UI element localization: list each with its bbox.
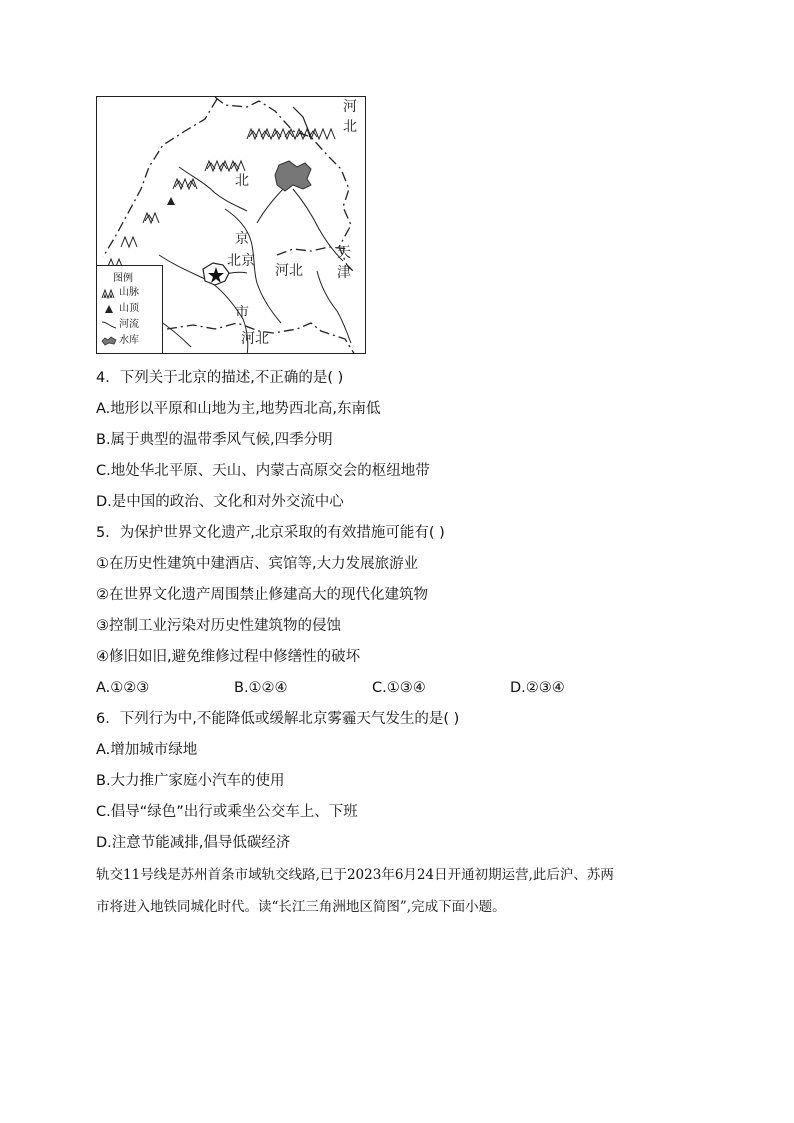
question-4-option-b: B.属于典型的温带季风气候,四季分明 xyxy=(96,432,333,448)
question-5-stem: 5．为保护世界文化遗产,北京采取的有效措施可能有( ) xyxy=(96,525,445,541)
question-5-statement-3: ③控制工业污染对历史性建筑物的侵蚀 xyxy=(96,618,341,634)
question-6-option-a: A.增加城市绿地 xyxy=(96,742,198,758)
mountain-range-icon xyxy=(101,286,117,300)
map-legend xyxy=(97,265,163,354)
passage-line-2: 市将进入地铁同城化时代。读“长江三角洲地区简图”,完成下面小题。 xyxy=(96,899,506,915)
label-tian: 天 xyxy=(337,245,351,261)
legend-label: 山顶 xyxy=(119,303,139,314)
question-6-stem: 6．下列行为中,不能降低或缓解北京雾霾天气发生的是( ) xyxy=(96,711,460,727)
question-5-statement-2: ②在世界文化遗产周围禁止修建高大的现代化建筑物 xyxy=(96,587,428,603)
question-4-option-c: C.地处华北平原、天山、内蒙古高原交会的枢纽地带 xyxy=(96,463,430,479)
question-5-option-c: C.①③④ xyxy=(372,680,426,696)
question-4-stem: 4．下列关于北京的描述,不正确的是( ) xyxy=(96,370,344,386)
reservoir-icon xyxy=(101,334,117,348)
legend-label: 河流 xyxy=(119,319,139,330)
question-5-statement-4: ④修旧如旧,避免维修过程中修缮性的破坏 xyxy=(96,649,361,665)
beijing-map xyxy=(96,96,366,354)
label-bei: 北 xyxy=(235,173,249,189)
label-hebei-bottom: 河北 xyxy=(241,331,269,347)
label-hebei-mid: 河北 xyxy=(275,263,303,279)
question-5-option-d: D.②③④ xyxy=(510,680,565,696)
label-hebei-tr-2: 北 xyxy=(343,119,357,135)
question-6-option-b: B.大力推广家庭小汽车的使用 xyxy=(96,773,285,789)
passage-line-1: 轨交11号线是苏州首条市域轨交线路,已于2023年6月24日开通初期运营,此后沪、苏两 xyxy=(96,867,614,883)
legend-label: 水库 xyxy=(119,335,139,346)
question-5-statement-1: ①在历史性建筑中建酒店、宾馆等,大力发展旅游业 xyxy=(96,556,419,572)
question-4-option-d: D.是中国的政治、文化和对外交流中心 xyxy=(96,494,344,510)
beijing-boundary-west xyxy=(103,99,217,257)
label-hebei-tr-1: 河 xyxy=(343,99,357,115)
label-shi: 市 xyxy=(235,305,249,321)
legend-item-river xyxy=(101,318,163,332)
legend-item-reservoir xyxy=(101,334,163,348)
river-icon xyxy=(101,318,117,332)
question-4-option-a: A.地形以平原和山地为主,地势西北高,东南低 xyxy=(96,401,381,417)
label-beijing-city: 北京 xyxy=(227,253,255,269)
label-jin: 津 xyxy=(337,265,351,281)
mountain-peak xyxy=(167,197,175,205)
question-5-option-a: A.①②③ xyxy=(96,680,150,696)
legend-item-peak xyxy=(101,302,163,316)
question-5-option-b: B.①②④ xyxy=(234,680,288,696)
question-6-option-c: C.倡导“绿色”出行或乘坐公交车上、下班 xyxy=(96,804,358,820)
reservoir xyxy=(275,161,311,191)
legend-title: 图例 xyxy=(113,273,133,284)
legend-item-mountain xyxy=(101,286,163,300)
label-jing: 京 xyxy=(235,231,249,247)
peak-icon xyxy=(101,302,117,316)
legend-label: 山脉 xyxy=(119,287,139,298)
question-6-option-d: D.注意节能减排,倡导低碳经济 xyxy=(96,835,291,851)
